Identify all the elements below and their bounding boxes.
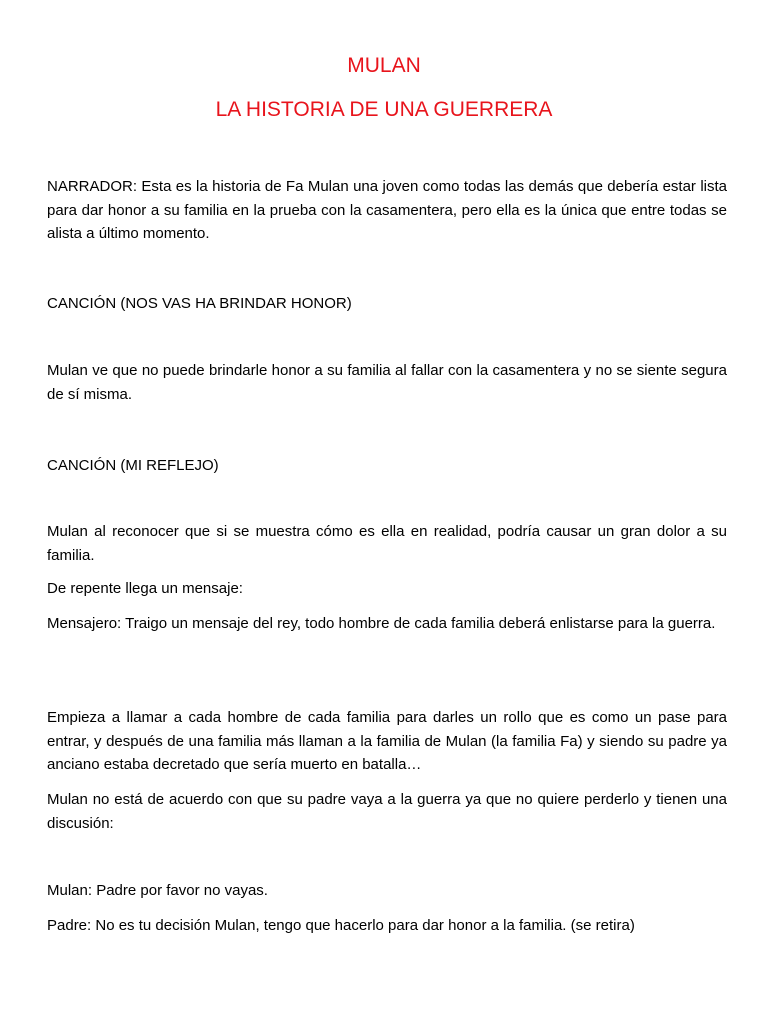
paragraph-mulan-dialogo: Mulan: Padre por favor no vayas. — [47, 882, 268, 899]
paragraph-narrador: NARRADOR: Esta es la historia de Fa Mulan una joven como todas las demás que debería estar lista para dar honor a su familia en la prueba con la casamentera, pero ella es la única que entre todas se alista a último momento. — [47, 178, 727, 242]
document-title: MULAN — [347, 54, 421, 77]
paragraph-cancion-honor: CANCIÓN (NOS VAS HA BRINDAR HONOR) — [47, 295, 352, 312]
paragraph-cancion-reflejo: CANCIÓN (MI REFLEJO) — [47, 457, 219, 474]
paragraph-discusion: Mulan no está de acuerdo con que su padre vaya a la guerra ya que no quiere perderlo y tienen una discusión: — [47, 791, 727, 832]
paragraph-mulan-reconocer: Mulan al reconocer que si se muestra cómo es ella en realidad, podría causar un gran dolor a su familia. — [47, 523, 727, 564]
paragraph-mensajero: Mensajero: Traigo un mensaje del rey, todo hombre de cada familia deberá enlistarse para la guerra. — [47, 615, 716, 632]
paragraph-padre-dialogo: Padre: No es tu decisión Mulan, tengo que hacerlo para dar honor a la familia. (se retira) — [47, 917, 635, 934]
paragraph-llamar-familias: Empieza a llamar a cada hombre de cada familia para darles un rollo que es como un pase para entrar, y después de una familia más llaman a la familia de Mulan (la familia Fa) y siendo su padre ya anciano estaba decretado que sería muerto en batalla… — [47, 709, 727, 773]
paragraph-mensaje: De repente llega un mensaje: — [47, 580, 243, 597]
paragraph-mulan-honor: Mulan ve que no puede brindarle honor a su familia al fallar con la casamentera y no se siente segura de sí misma. — [47, 362, 727, 403]
document-subtitle: LA HISTORIA DE UNA GUERRERA — [215, 98, 553, 121]
